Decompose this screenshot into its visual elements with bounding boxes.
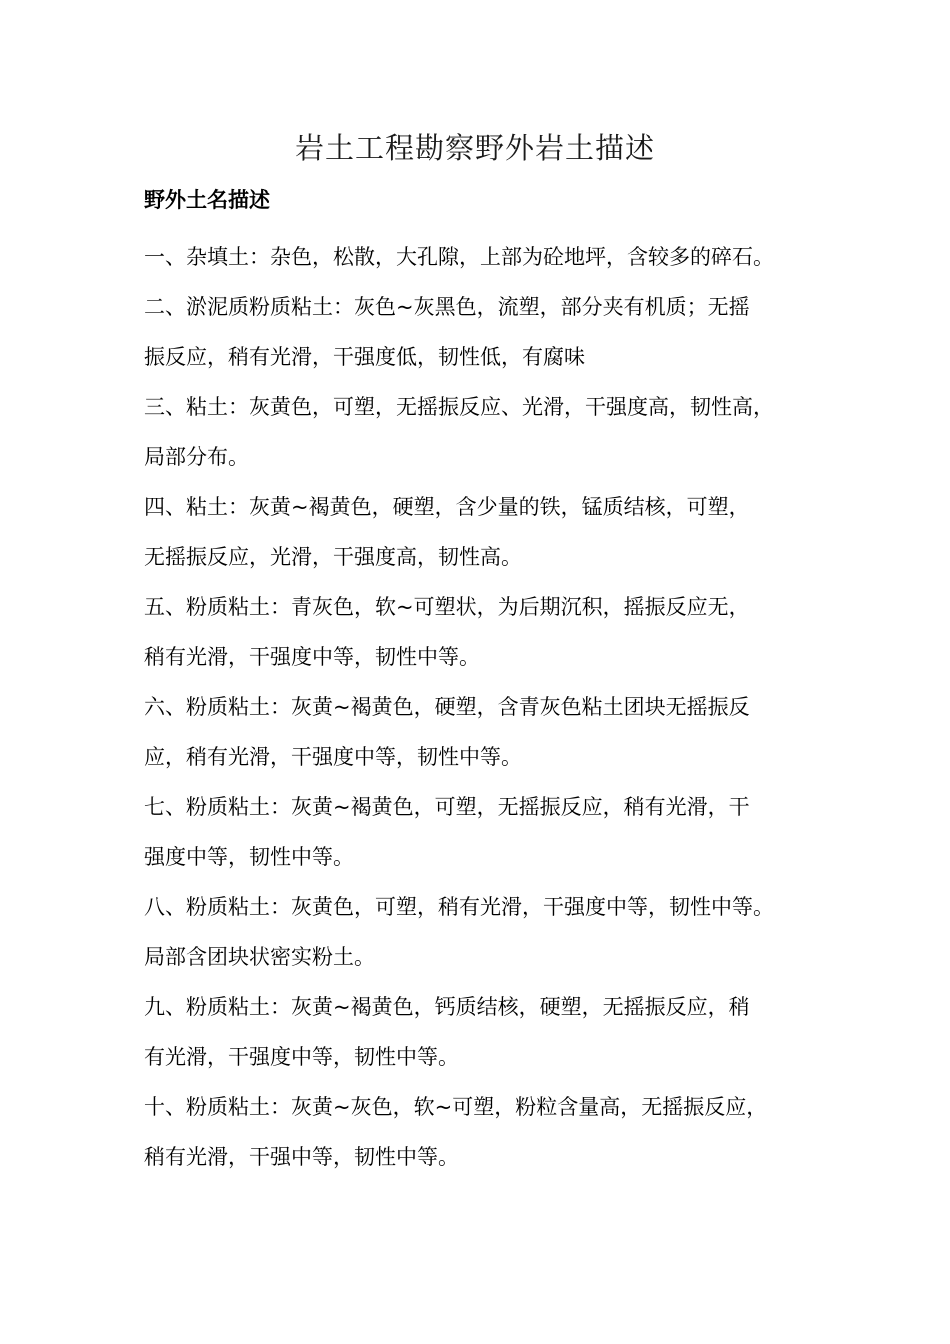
text-line: 应，稍有光滑，干强度中等，韧性中等。 [144,745,522,769]
text-line: 局部分布。 [144,445,249,469]
text-line: 一、杂填土：杂色，松散，大孔隙，上部为砼地坪，含较多的碎石。 [144,245,774,269]
text-line: 稍有光滑，干强中等，韧性中等。 [144,1145,459,1169]
text-line: 九、粉质粘土：灰黄~褐黄色，钙质结核，硬塑，无摇振反应，稍 [144,995,750,1019]
section-heading: 野外土名描述 [144,188,270,212]
text-line: 局部含团块状密实粉土。 [144,945,375,969]
text-line: 三、粘土：灰黄色，可塑，无摇振反应、光滑，干强度高，韧性高， [144,395,774,419]
text-line: 无摇振反应，光滑，干强度高，韧性高。 [144,545,522,569]
soil-description-body [144,232,814,1182]
text-line: 四、粘土：灰黄~褐黄色，硬塑，含少量的铁，锰质结核，可塑， [144,495,750,519]
document-title: 岩土工程勘察野外岩土描述 [294,131,655,165]
text-line: 稍有光滑，干强度中等，韧性中等。 [144,645,480,669]
text-line: 七、粉质粘土：灰黄~褐黄色，可塑，无摇振反应，稍有光滑，干 [144,795,750,819]
text-line: 振反应，稍有光滑，干强度低，韧性低，有腐味 [144,345,585,369]
text-line: 六、粉质粘土：灰黄~褐黄色，硬塑，含青灰色粘土团块无摇振反 [144,695,750,719]
text-line: 十、粉质粘土：灰黄~灰色，软~可塑，粉粒含量高，无摇振反应， [144,1095,768,1119]
text-line: 八、粉质粘土：灰黄色，可塑，稍有光滑，干强度中等，韧性中等。 [144,895,774,919]
text-line: 五、粉质粘土：青灰色，软~可塑状，为后期沉积，摇振反应无， [144,595,750,619]
text-line: 二、淤泥质粉质粘土：灰色~灰黑色，流塑，部分夹有机质；无摇 [144,295,750,319]
text-line: 有光滑，干强度中等，韧性中等。 [144,1045,459,1069]
text-line: 强度中等，韧性中等。 [144,845,354,869]
